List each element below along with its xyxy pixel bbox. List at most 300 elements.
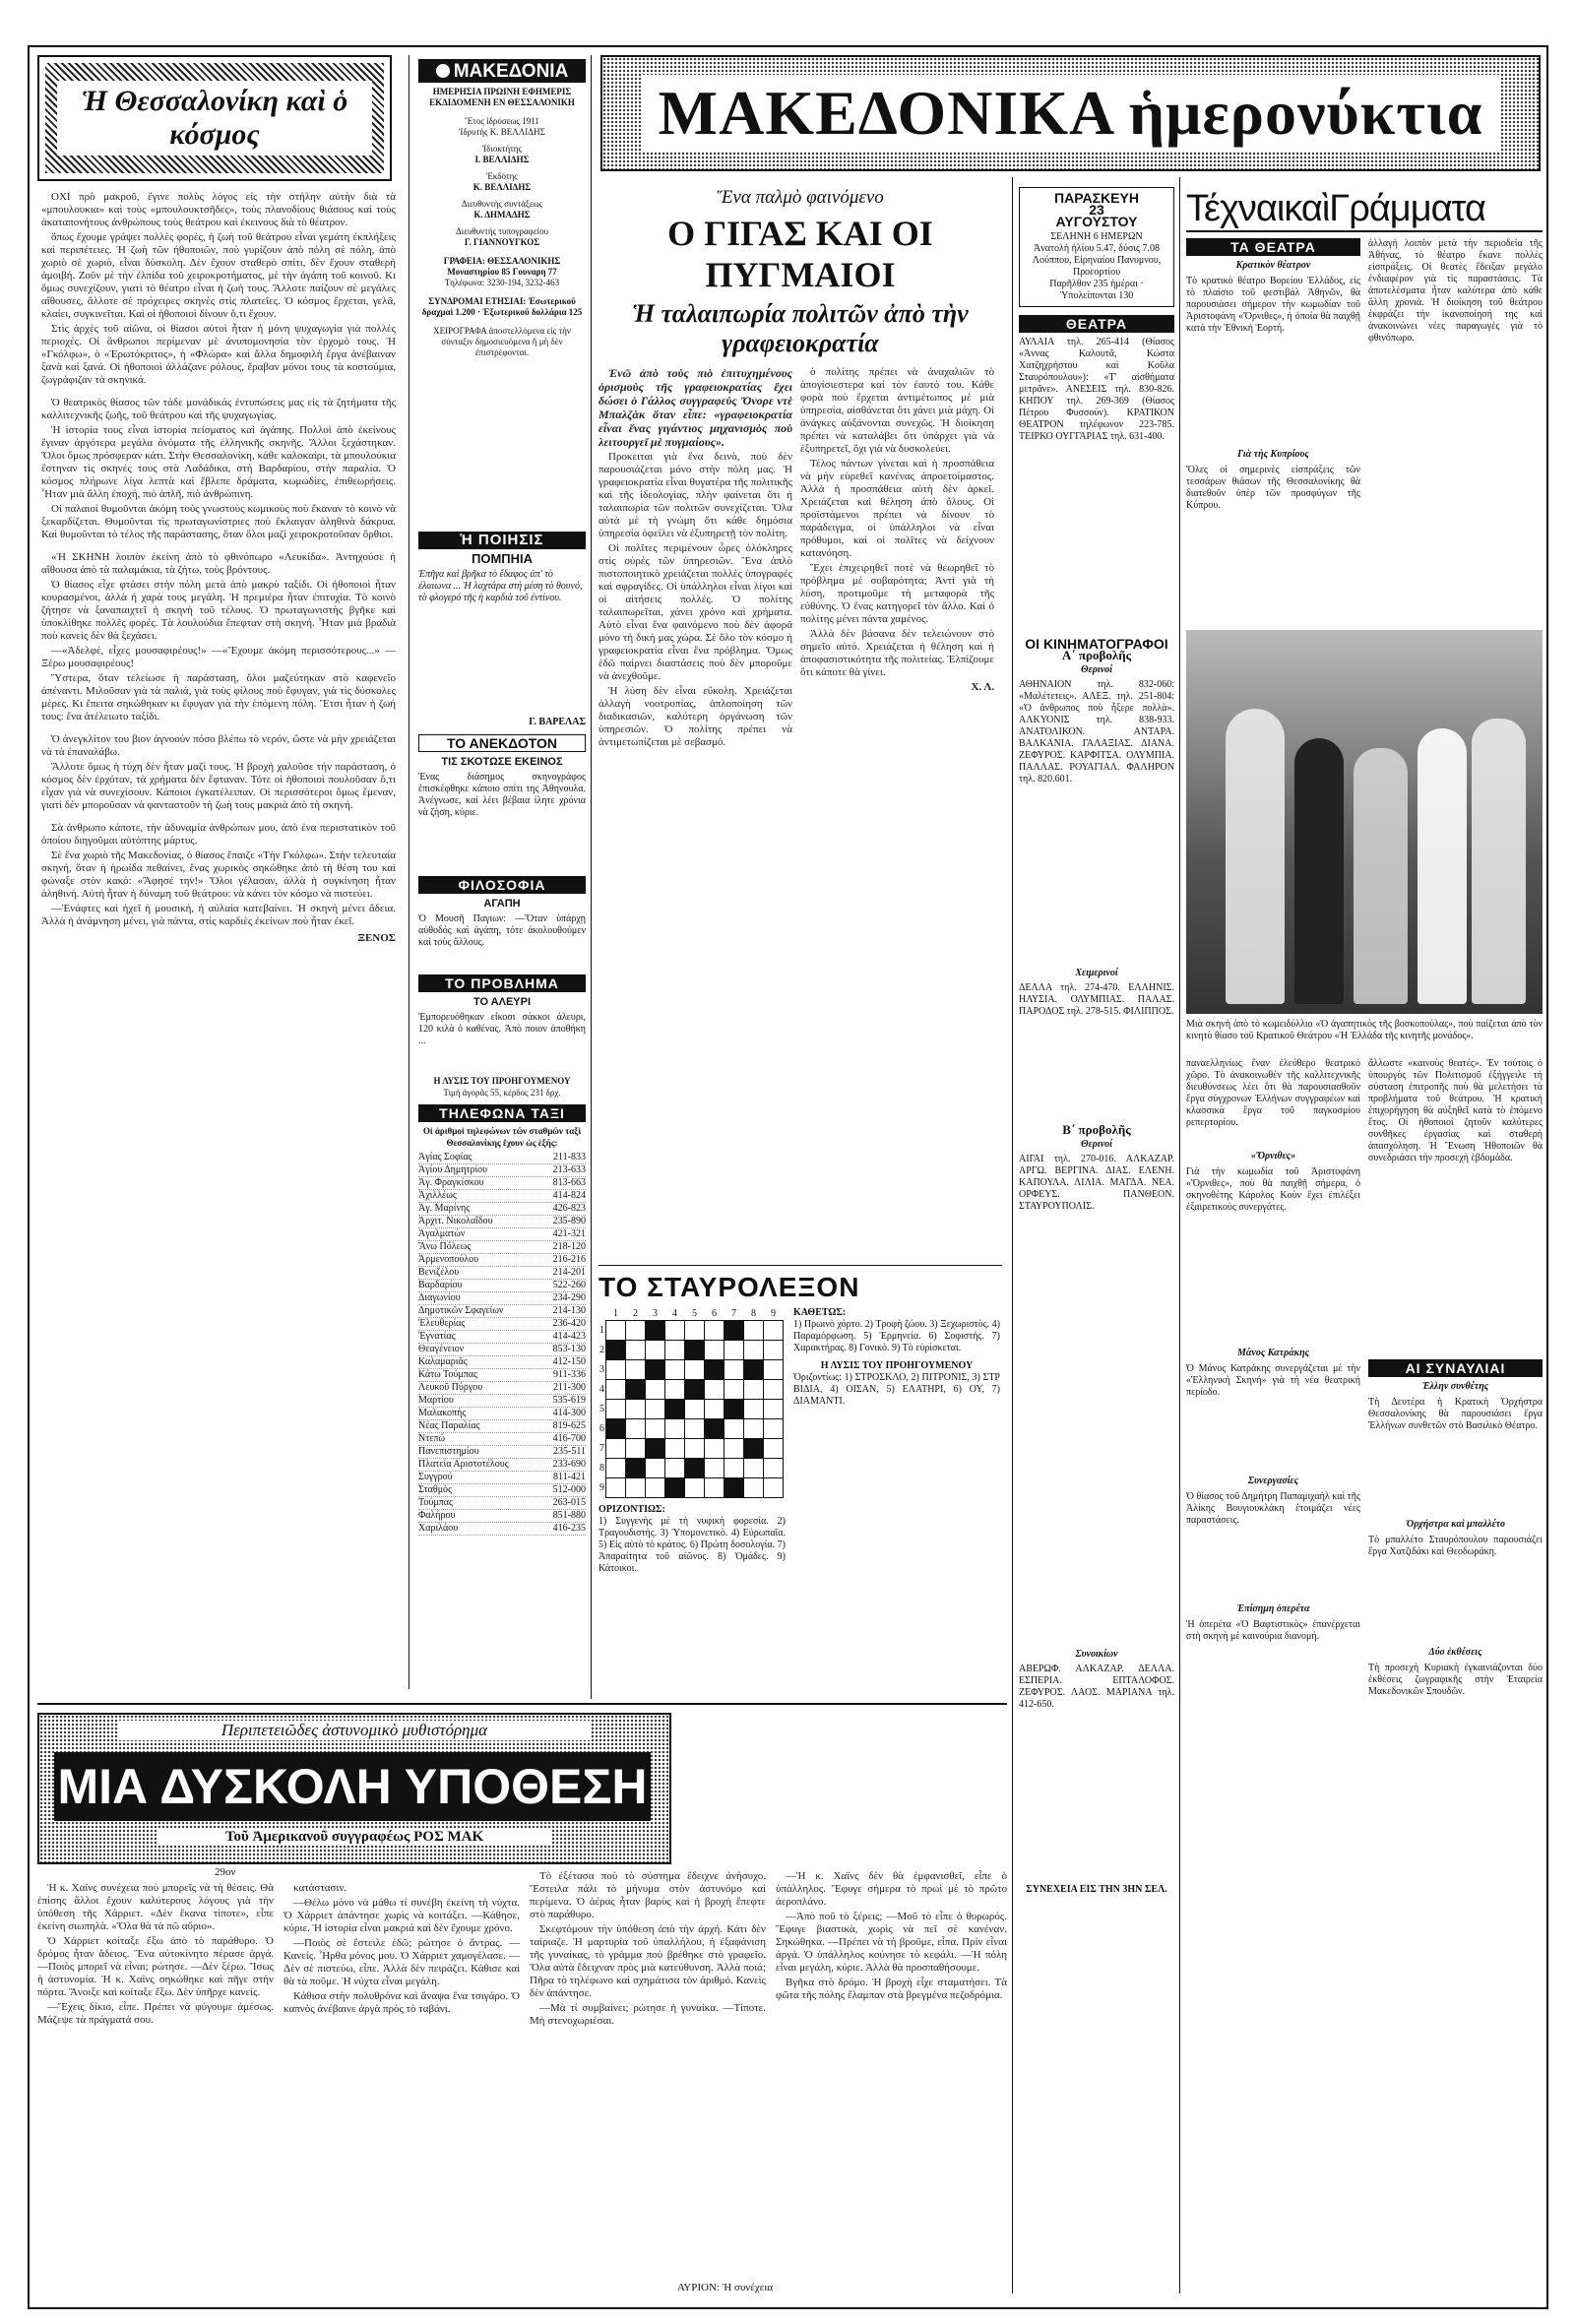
crossword-row-number: 6 — [599, 1423, 604, 1434]
crossword-black-cell — [744, 1439, 764, 1459]
serial-text-2: —Θέλω μόνο νὰ μάθω τί συνέβη ἐκείνη τὴ νύχτα. Ὁ Χάρριετ ἀπάντησε χωρὶς νὰ κοιτάξει. —Κάθησε, κύριε. Ἡ ἱστορία εἶναι μακριά καὶ δὲν ἔχουμε χρόνο. — [284, 1897, 520, 1934]
crossword-col-number: 6 — [712, 1308, 717, 1319]
paper-logo: ΜΑΚΕΔΟΝΙΑ — [418, 59, 586, 83]
crossword-cell[interactable] — [665, 1439, 685, 1459]
neighbourhood-list: ΑΒΕΡΩΦ. ΑΛΚΑΖΑΡ. ΔΕΛΛΑ. ΕΣΠΕΡΙΑ. ΕΠΤΑΛΟΦΟΣ. ΖΕΦΥΡΟΣ. ΛΑΟΣ. ΜΑΡΙΑΝΑ τηλ. 412-650. — [1019, 1664, 1174, 1710]
serial-text: Ἡ κ. Χαϊνς συνέχεια ποὺ μπορεῖς νὰ τὴ θέσεις. Θὰ ἐπίσης ἄλλοι ἔχουν καλύτερους λόγους γιὰ τὴν ὑπόθεση τῆς Χάρριετ. «Δὲν ἔκανα τίποτε», εἶπε ἐκείνη σιωπηλὰ. «Ὅλα θὰ τὰ πῶ αὔριο». — [37, 1882, 274, 1932]
crossword-cell[interactable] — [705, 1380, 724, 1400]
editor-label: Διευθυντὴς συντάξεως — [461, 199, 543, 209]
crossword-col-number: 7 — [731, 1308, 736, 1319]
crossword-col-number: 2 — [633, 1308, 638, 1319]
taxi-station-name: Ἀρμενοπούλου — [418, 1254, 479, 1265]
cinemas-heading: ΟΙ ΚΙΝΗΜΑΤΟΓΡΑΦΟΙ — [1025, 636, 1168, 652]
crossword-cell[interactable] — [665, 1341, 685, 1360]
column-misc — [418, 532, 586, 1683]
owner: Ι. ΒΕΛΛΙΔΗΣ — [474, 155, 530, 164]
taxi-station-row — [418, 1254, 586, 1267]
taxi-station-row — [418, 1395, 586, 1408]
crossword-cell[interactable] — [744, 1400, 764, 1419]
taxi-station-row — [418, 1164, 586, 1177]
taxi-station-phone: 235-890 — [552, 1216, 586, 1226]
crossword-cell[interactable] — [646, 1380, 665, 1400]
taxi-station-phone: 819-625 — [552, 1420, 586, 1431]
crossword-black-cell — [665, 1400, 685, 1419]
crossword-cell[interactable] — [764, 1478, 784, 1498]
serial-kicker: Περιπετειῶδες ἀστυνομικὸ μυθιστόρημα — [118, 1721, 591, 1740]
taxi-station-row — [418, 1190, 586, 1203]
taxi-station-phone: 414-300 — [552, 1408, 586, 1418]
photo-caption: Μιὰ σκηνὴ ἀπὸ τὸ κωμειδύλλιο «Ὁ ἀγαπητικὸς τῆς βοσκοπούλας», ποὺ παίζεται ἀπὸ τὸν κινητὸ θίασο τοῦ Κρατικοῦ Θεάτρου «Ἡ Ἑλλάδα τῆς κινητῆς μονάδος». — [1186, 1019, 1543, 1041]
taxi-station-row — [418, 1433, 586, 1446]
manuscripts-note: ΧΕΙΡΟΓΡΑΦΑ ἀποστελλόμενα εἰς τὴν σύνταξιν δημοσιευόμενα ἢ μὴ δὲν ἐπιστρέφονται. — [433, 326, 571, 357]
crossword-cell[interactable] — [685, 1400, 705, 1419]
crossword-col-number: 4 — [672, 1308, 677, 1319]
crossword-cell[interactable] — [646, 1400, 665, 1419]
anecdote-heading: ΤΟ ΑΝΕΚΔΟΤΟΝ — [418, 734, 586, 752]
taxi-station-row — [418, 1446, 586, 1459]
crossword-cell[interactable] — [744, 1478, 764, 1498]
crossword-cell[interactable] — [685, 1360, 705, 1380]
article-lead: Ἐνῶ ἀπὸ τοὺς πιὸ ἐπιτυχημένους ὁρισμοὺς τῆς γραφειοκρατίας ἔχει δώσει ὁ Γάλλος συγγραφεὺς Ὄνορε ντὲ Μπαλζὰκ ὅταν εἶπε: «γραφειοκρατία εἶναι ἕνας γιγάντιος μηχανισμὸς ποὺ λειτουργεῖ μὲ πυγμαίους». — [598, 366, 792, 449]
across-heading: ΟΡΙΖΟΝΤΙΩΣ: — [598, 1504, 665, 1515]
column-text-2: ἄλλωστε «καινοὺς θεατές». Ἐν τούτοις ὁ ὑπουργὸς τῶν Πολιτισμοῦ ἐξήγγειλε τὴ σύσταση ἐπιτροπῆς ποὺ θὰ μελετήσει τὰ προβλήματα τοῦ θεάτρου. Ἡ κρατικὴ ἐπιχορήγηση θὰ αὐξηθεῖ κατὰ τὸ ἑπόμενο ἔτος. Οἱ ἠθοποιοὶ ζητοῦν καλύτερες συνθῆκες ἐργασίας καὶ σταθερὴ ἀπασχόληση. Ἡ Ἕνωση Ἠθοποιῶν θὰ συνεδριάσει τὴν προσεχὴ ἑβδομάδα. — [1368, 1058, 1543, 1163]
taxi-station-row — [418, 1177, 586, 1190]
taxi-station-name: Σταθμὸς — [418, 1484, 453, 1495]
crossword-cell[interactable] — [646, 1459, 665, 1478]
taxi-station-name: Βαρδαρίου — [418, 1280, 463, 1290]
crossword-col-number: 9 — [771, 1308, 776, 1319]
crossword-cell[interactable] — [606, 1380, 626, 1400]
crossword-cell[interactable] — [764, 1419, 784, 1439]
taxi-station-phone: 813-663 — [552, 1177, 586, 1188]
crossword-row-number: 1 — [599, 1325, 604, 1336]
article-subhead: Ἡ ταλαιπωρία πολιτῶν ἀπὸ τὴν γραφειοκρατία — [632, 299, 969, 357]
paragraph: Σὰ ἀνθρωπο κάποτε, τὴν ἀδυναμία ἀνθρώπων μου, ἀπὸ ἐνα περιστατικὸν τοῦ ὁποίου διηγοῦμαι αὐτόπτης μάρτυς. — [41, 822, 396, 847]
paper-info — [418, 59, 586, 492]
winter-label: Χειμερινοί — [1075, 968, 1118, 978]
taxi-station-name: Διαγωνίου — [418, 1292, 461, 1303]
anecdote-text: Ἐνας διάσημος σκηνογράφος ἐπισκέφθηκε κάποιο σπίτι της Ἀθηνουλα. Ἀνέγνωσε, καὶ λέει βέβαια ἰλητε χρόνια νὰ ζήση, κύριε. — [418, 772, 586, 818]
theatre-heading: ΤΑ ΘΕΑΤΡΑ — [1186, 238, 1360, 256]
taxi-station-name: Νέας Παραλίας — [418, 1420, 480, 1431]
taxi-station-name: Πανεπιστημίου — [418, 1446, 479, 1457]
mkatrak-sub: Μάνος Κατράκης — [1236, 1348, 1310, 1358]
column-giant-pygmies: Ἕνα παλμὸ φαινόμενο Ο ΓΙΓΑΣ ΚΑΙ ΟΙ ΠΥΓΜΑΙΟΙ Ἡ ταλαιπωρία πολιτῶν ἀπὸ τὴν γραφειοκρατία Ἐνῶ ἀπὸ τοὺς πιὸ ἐπιτυχημένους ὁρισμοὺς τῆς γραφειοκρατίας ἔχει δώσει ὁ Γάλλος συγγραφεὺς Ὄνορε ντὲ Μπαλζὰκ ὅταν εἶπε: «γραφειοκρατία εἶναι ἕνας γιγάντιος μηχανισμὸς ποὺ λειτουργεῖ μὲ πυγμαίους». Προκειται γιὰ ἕνα δεινὸ, ποὺ δὲν παρουσιάζεται μόνο στὴν πόλη μας. Ἡ γραφειοκρατία εἶναι θυγατέρα τῆς πολιτικῆς καὶ τῆς ἰδεολογίας, πλὴν φαίνεται ὅτι ἡ ταλαιπωρία τῶν πολιτῶν συνεχίζεται. Ὅλα αὐτὰ μὲ τὴ γνώμη ὅτι κάθε δημόσια ὑπηρεσία ὀφείλει νὰ ἐξυπηρετῇ τὸν πολίτη. Οἱ πολῖτες περιμένουν ὧρες ὁλόκληρες στὶς οὐρὲς τῶν ὑπηρεσιῶν. Ἕνα ἁπλὸ πιστοποιητικὸ χρειάζεται πολλὲς ὑπογραφές καὶ σφραγίδες. Οἱ ὑπάλληλοι εἶναι λίγοι καὶ οἱ αἰτήσεις πολλές. Ὁ πολίτης ταλαιπωρεῖται, χάνει χρόνο καὶ χρήματα. Αὐτὸ εἶναι ἕνα φαινόμενο ποὺ δὲν ἀφορᾶ μόνο τὴ δική μας χώρα. Σὲ ὅλο τὸν κόσμο ἡ γραφειοκρατία εἶναι ἕνα πρόβλημα. Ὅμως ἐδῶ παίρνει διαστάσεις ποὺ δὲν μποροῦμε νὰ ἀνεχθοῦμε. Ἡ λύση δὲν εἶναι εὔκολη. Χρειάζεται ἀλλαγὴ νοοτροπίας, ἀπλοποίηση τῶν διαδικασιῶν, καλύτερη ὀργάνωση τῶν ὑπηρεσιῶν. Ὁ πολίτης πρέπει νὰ ἀντιμετωπίζεται μὲ σεβασμό. ὁ πολίτης πρέπει νὰ ἀναχαλιῶν τὸ ἀπογίσιεστερα καί τὸν ἑαυτό του. Κάθε φορὰ ποὺ ἔρχεται ἀντιμέτωπος μὲ μιὰ ὑπηρεσία, αἰσθάνεται ὅτι χάνει μιὰ μάχη. Οἱ ἀνάγκες αὐξάνονται συνεχῶς. Ἡ διοίκηση πρέπει νὰ καταλάβει ὅτι ὑπάρχει γιὰ νὰ ἐξυπηρετεῖ, ὄχι γιὰ νὰ δυσκολεύει. Τέλος πάντων γίνεται καὶ ἡ προσπάθεια νὰ μὴν εὑρεθεῖ κανένας ἀπροετοίμαστος. Ἀλλὰ ἡ προσπάθεια αὐτὴ δὲν ἀρκεῖ. Χρειάζεται καὶ θέληση ἀπὸ ὅλους. Οἱ προϊστάμενοι πρέπει νὰ δίνουν τὸ παράδειγμα, οἱ ὑπάλληλοι νὰ εἶναι πρόθυμοι, καὶ οἱ πολῖτες νὰ δείχνουν κατανόηση. Ἔχει ἐπιχειρηθεῖ ποτὲ νὰ θεωρηθεῖ τὸ πρόβλημα μὲ σοβαρότητα; Ἀντὶ γιὰ τὴ λύση, προτιμοῦμε τὴ μεταφορὰ τῆς εὐθύνης. Ὁ ἕνας κατηγορεῖ τὸν ἄλλο. Καὶ ὁ πολίτης μένει πάντα χαμένος. Ἀλλὰ δὲν βάσανα δὲν τελειώνουν στὸ σημεῖο αὐτό. Χρειάζεται ἡ θέληση καὶ ἡ ἀποφασιστικότητα τῆς πολιτείας. Ἐλπίζουμε ὅτι κάποτε θὰ γίνει. Χ. Λ. — [598, 187, 1002, 1703]
taxi-station-phone: 235-511 — [553, 1446, 586, 1457]
crossword-cell[interactable] — [744, 1419, 764, 1439]
box-thessaloniki-world — [37, 55, 392, 181]
taxi-station-row — [418, 1484, 586, 1497]
banner-title: ΜΑΚΕΔΟΝΙΚΑ ἡμερονύκτια — [641, 75, 1501, 152]
crossword-cell[interactable] — [724, 1341, 744, 1360]
theatres-heading: ΘΕΑΤΡΑ — [1019, 315, 1174, 333]
days-count: Παρῆλθον 235 ἡμέραι · Ὑπολείπονται 130 — [1049, 279, 1144, 301]
crossword-black-cell — [606, 1419, 626, 1439]
taxi-station-phone: 213-633 — [552, 1164, 586, 1175]
crossword-cell[interactable] — [724, 1459, 744, 1478]
taxi-station-row — [418, 1152, 586, 1164]
problem-solution-label: Η ΛΥΣΙΣ ΤΟΥ ΠΡΟΗΓΟΥΜΕΝΟΥ — [433, 1076, 571, 1086]
crossword-grid[interactable] — [598, 1307, 784, 1498]
poem-title: ΠΟΜΠΗΙΑ — [471, 551, 534, 566]
taxi-station-row — [418, 1459, 586, 1472]
taxi-station-phone: 211-833 — [553, 1152, 586, 1162]
theatre-photo — [1186, 630, 1543, 1014]
crossword — [598, 1272, 1002, 1685]
crossword-col-number: 1 — [613, 1308, 618, 1319]
second-run-list: ΑΙΓΑΙ τηλ. 270-016. ΑΛΚΑΖΑΡ. ΑΡΓΩ. ΒΕΡΓΙΝΑ. ΔΙΑΣ. ΕΛΕΝΗ. ΚΑΠΟΥΛΑ. ΛΙΛΙΑ. ΜΑΓΔΑ. ΝΕΑ. ΟΡΦΕΥΣ. ΠΑΝΘΕΟΝ. ΣΤΑΥΡΟΥΠΟΛΙΣ. — [1019, 1154, 1174, 1212]
down-heading: ΚΑΘΕΤΩΣ: — [793, 1307, 847, 1318]
taxi-station-phone: 853-130 — [552, 1344, 586, 1354]
paragraph: «Ἡ ΣΚΗΝΗ λοιπὸν ἐκείνη ἀπὸ τὸ φθινόπωρο «Λευκίδα». Ἀντηχούσε ἡ αἴθουσα ἀπὸ τὰ παλαμάκια, τὰ ζήτω, τοὺς βρόντους. — [41, 551, 396, 576]
taxi-station-row — [418, 1203, 586, 1216]
summer-label-2: Θερινοί — [1081, 1139, 1112, 1150]
crossword-cell[interactable] — [705, 1400, 724, 1419]
crossword-black-cell — [705, 1419, 724, 1439]
solution-heading: Η ΛΥΣΙΣ ΤΟΥ ΠΡΟΗΓΟΥΜΕΝΟΥ — [820, 1360, 974, 1371]
almanac-day: ΠΑΡΑΣΚΕΥΗ — [1054, 190, 1139, 206]
crossword-title: ΤΟ ΣΤΑΥΡΟΛΕΞΟΝ — [598, 1272, 860, 1302]
taxi-station-name: Ἀγαλματών — [418, 1228, 466, 1239]
taxi-station-name: Ἀγ. Φραγκίσκου — [418, 1177, 484, 1188]
owner-label: Ἰδιοκτήτης — [481, 144, 523, 154]
crossword-black-cell — [724, 1478, 744, 1498]
crossword-cell[interactable] — [764, 1341, 784, 1360]
taxi-station-name: Ἐγνατίας — [418, 1331, 456, 1342]
taxi-station-phone: 911-336 — [553, 1369, 586, 1380]
article-body: Προκειται γιὰ ἕνα δεινὸ, ποὺ δὲν παρουσιάζεται μόνο στὴν πόλη μας. Ἡ γραφειοκρατία εἶναι θυγατέρα τῆς πολιτικῆς καὶ τῆς ἰδεολογίας, πλὴν φαίνεται ὅτι ἡ ταλαιπωρία τῶν πολιτῶν συνεχίζεται. Ὅλα αὐτὰ μὲ τὴ γνώμη ὅτι κάθε δημόσια ὑπηρεσία ὀφείλει νὰ ἐξυπηρετῇ τὸν πολίτη. — [598, 451, 792, 539]
mkatrak-text: Ὁ Μάνος Κατράκης συνεργάζεται μὲ τὴν «Ἑλληνικὴ Σκηνή» γιὰ τὴ νέα θεατρικὴ περίοδο. — [1186, 1363, 1360, 1398]
crossword-cell[interactable] — [685, 1419, 705, 1439]
crossword-black-cell — [705, 1360, 724, 1380]
philosophy-title: ΑΓΑΠΗ — [483, 898, 521, 910]
crossword-cell[interactable] — [764, 1439, 784, 1459]
concerts-heading: ΑΙ ΣΥΝΑΥΛΙΑΙ — [1368, 1359, 1543, 1377]
paper-subtitle: ΗΜΕΡΗΣΙΑ ΠΡΩΙΝΗ ΕΦΗΜΕΡΙΣ ΕΚΔΙΔΟΜΕΝΗ ΕΝ ΘΕΣΣΑΛΟΝΙΚΗ — [429, 87, 575, 107]
sun-icon — [436, 64, 450, 78]
taxi-station-phone: 414-423 — [552, 1331, 586, 1342]
crossword-cell[interactable] — [685, 1321, 705, 1341]
crossword-cell[interactable] — [626, 1400, 646, 1419]
crossword-row-number: 9 — [599, 1482, 604, 1493]
crossword-black-cell — [724, 1321, 744, 1341]
cooperation-text: Ὁ θίασος τοῦ Δημήτρη Παπαμιχαὴλ καὶ τῆς Ἀλίκης Βουγιουκλάκη ἑτοιμάζει νέες παραστάσεις. — [1186, 1491, 1360, 1526]
cyprus-sub: Γιὰ τὴς Κυπρίους — [1237, 449, 1309, 460]
crossword-cell[interactable] — [626, 1439, 646, 1459]
crossword-black-cell — [665, 1478, 685, 1498]
taxi-station-name: Χαριλάου — [418, 1523, 459, 1534]
taxi-station-row — [418, 1523, 586, 1536]
almanac — [1019, 187, 1174, 307]
crossword-row-number: 7 — [599, 1443, 604, 1454]
taxi-station-phone: 535-619 — [552, 1395, 586, 1406]
taxi-station-phone: 218-120 — [552, 1241, 586, 1252]
taxi-station-name: Δημοτικῶν Σφαγείων — [418, 1305, 504, 1316]
taxi-station-row — [418, 1356, 586, 1369]
crossword-cell[interactable] — [626, 1478, 646, 1498]
taxi-station-name: Φαλήρου — [418, 1510, 456, 1521]
down-clues: 1) Πρωινὸ χόρτο. 2) Τροφὴ ζώου. 3) Ξεχωριστὸς. 4) Παραμόρφωση. 5) Ἐρμηνεία. 6) Σοφιστής. 7) Χαρακτήρας. 8) Γονικὸ. 9) Τὸ εὑρίσκεται. — [793, 1319, 1000, 1353]
first-run-list: ΑΘΗΝΑΙΟΝ τηλ. 832-060: «Μαλέτετεις». ΑΛΕΞ. τηλ. 251-804: «Ὁ ἄνθρωπος ποὺ ἦξερε πολλὰ». ΑΛΚΥΟΝΙΣ τηλ. 838-933. ΑΝΑΤΟΛΙΚΟΝ. ΑΝΤΑΡΑ. ΒΑΛΚΑΝΙΑ. ΓΑΛΑΞΙΑΣ. ΔΙΑΝΑ. ΖΕΦΥΡΟΣ. ΚΑΡΦΙΤΣΑ. ΟΛΥΜΠΙΑ. ΠΑΛΛΑΣ. ΡΟΥΑΓΙΑΛ. ΦΑΛΗΡΟΝ τηλ. 820.601. — [1019, 679, 1174, 785]
taxi-station-name: Ντεπώ — [418, 1433, 446, 1444]
crossword-cell[interactable] — [606, 1478, 626, 1498]
concerts-text: Τὴ Δευτέρα ἡ Κρατικὴ Ὀρχήστρα Θεσσαλονίκης θὰ παρουσιάσει ἔργα Ἑλλήνων συνθετῶν στὸ Βασιλικὸ Θέατρο. — [1368, 1397, 1543, 1431]
almanac-month: ΑΥΓΟΥΣΤΟΥ — [1055, 214, 1138, 229]
taxi-station-name: Καλαμαριᾶς — [418, 1356, 468, 1367]
almanac-date: 23 — [1089, 202, 1104, 218]
crossword-cell[interactable] — [724, 1360, 744, 1380]
crossword-cell[interactable] — [705, 1341, 724, 1360]
taxi-station-phone: 234-290 — [552, 1292, 586, 1303]
crossword-black-cell — [685, 1341, 705, 1360]
taxi-station-row — [418, 1344, 586, 1356]
orchestra-text: Τὸ μπαλλέτο Σταυρόπουλου παρουσιάζει ἔργα Χατζιδάκι καὶ Θεοδωράκη. — [1368, 1535, 1543, 1557]
crossword-cell[interactable] — [744, 1321, 764, 1341]
publisher-label: Ἐκδότης — [486, 171, 518, 181]
saints: Λούππου, Εἰρηναίου Πανυμνου, Προεορτίου — [1032, 255, 1162, 278]
problem-solution: Τιμὴ ἀγορᾶς 55, κέρδος 231 δρχ. — [443, 1088, 561, 1098]
taxi-station-name: Ἀχιλλέως — [418, 1190, 457, 1201]
serial-text-4: —Ἡ κ. Χαϊνς δὲν θὰ ἐμφανισθεῖ, εἶπε ὁ ὑπάλληλος. Ἔφυγε σήμερα τὸ πρωὶ μὲ τὸ πρῶτο ἀεροπλάνο. — [776, 1870, 1007, 1908]
column-listings — [1019, 187, 1174, 2298]
taxi-station-name: Τούμπας — [418, 1497, 453, 1508]
crossword-row-number: 5 — [599, 1404, 604, 1414]
neighbourhood-heading: Συνοικίων — [1075, 1649, 1118, 1660]
crossword-cell[interactable] — [606, 1321, 626, 1341]
printer: Γ. ΓΙΑΝΝΟΥΓΚΟΣ — [464, 237, 540, 247]
paragraph: Ὁ ἀνεγκλίτον του βιον ἀγνοούν πόσο βλέπω τὸ νερόν, ὥστε νὰ μὴν χρειάζεται νὰ τὰ ἐπαναλάβω. — [41, 733, 396, 758]
poem-author: Γ. ΒΑΡΕΛΑΣ — [529, 717, 586, 727]
taxi-station-name: Ἁγίου Δημητρίου — [418, 1164, 488, 1175]
taxi-station-row — [418, 1331, 586, 1344]
crossword-cell[interactable] — [744, 1459, 764, 1478]
serial-text-3: Τὸ ἐξέτασα ποὺ τὸ σύστημα ἔδειχνε ἀνήσυχο. Ἔστειλα πάλι τὸ μήνυμα στὸν ἀστυνόμο καὶ περίμενα. Ὁ ἀέρας ἦταν βαρὺς καὶ ἡ βροχὴ ἔπεφτε στὸ παράθυρο. — [530, 1870, 766, 1920]
taxi-station-phone: 851-880 — [552, 1510, 586, 1521]
sunrise: Ἀνατολὴ ἡλίου 5.47, δύσις 7.08 — [1033, 243, 1160, 254]
taxi-station-row — [418, 1472, 586, 1484]
crossword-row-number: 3 — [599, 1364, 604, 1375]
crossword-row-number: 2 — [599, 1345, 604, 1355]
problem-text: Ἐμπορευόθηκαν εἶκοσι σάκκοι ἀλευρι, 120 κιλὰ ὁ καθένας. Ἀπὸ ποιον ἀποθήκη ... — [418, 1012, 586, 1046]
paragraph: ΟΧΙ πρὸ μακροῦ, ἔγινε πολὺς λόγος εἰς τὴν στήλην αὐτὴν διὰ τὰ «μπουλουκια» καὶ τοὺς «μπουλουκτσῆδες», τοὺς πλανοδίους θιάσους καὶ τοὺς ἀκαταπονήτους ἀνθρώπους τοὺς θεάτρου καὶ ἐκεινους διὰ τὸ θέατρον. — [41, 191, 396, 228]
crossword-cell[interactable] — [764, 1459, 784, 1478]
taxi-station-phone: 214-201 — [552, 1267, 586, 1278]
crossword-cell[interactable] — [705, 1439, 724, 1459]
crossword-cell[interactable] — [665, 1360, 685, 1380]
birds-text: Γιὰ τὴν κωμωδία τοῦ Ἀριστοφάνη «Ὄρνιθες», ποὺ θὰ παιχθῇ σήμερα, ὁ σκηνοθέτης Κάρολος Κοὺν ἔχει ἐπιλέξει ἐξαιρετικοὺς συνεργάτες. — [1186, 1166, 1360, 1213]
crossword-row-number: 4 — [599, 1384, 604, 1395]
crossword-cell[interactable] — [705, 1321, 724, 1341]
crossword-black-cell — [626, 1459, 646, 1478]
solution-text: Ὁριζοντίως: 1) ΣΤΡΟΣΚΛΟ, 2) ΠΙΤΡΟΝΙΣ, 3) ΣΤΡ ΒΙΔΙΑ, 4) ΟΙΣΑΝ, 5) ΕΛΑΤΗΡΙ, 6) ΟΥ, 7) ΔΙΑΜΑΝΤΙ. — [793, 1372, 1000, 1407]
crossword-cell[interactable] — [626, 1321, 646, 1341]
taxi-station-name: Ἄνω Πόλεως — [418, 1241, 472, 1252]
crossword-cell[interactable] — [724, 1439, 744, 1459]
crossword-cell[interactable] — [764, 1321, 784, 1341]
theatre-listings: ΑΥΛΑΙΑ τηλ. 265-414 (Θίασος «Ἀννας Καλουτᾶ, Κώστα Χατζηχρήστου καὶ Κοῦλα Σταυρόπουλου»): «Τ' αἰσθήματα μετρᾶνε». ΑΝΕΣΕΙΣ τηλ. 830-826. ΚΗΠΟΥ τηλ. 269-369 (Θίασος Πέτρου Φυσσούν). ΚΡΑΤΙΚΟΝ ΘΕΑΤΡΟΝ τηλέφωνον 223-785. ΤΕΙΡΚΟ ΟΥΓΓΑΡΙΑΣ τηλ. 631-400. — [1019, 337, 1174, 442]
taxi-station-row — [418, 1292, 586, 1305]
taxi-station-row — [418, 1228, 586, 1241]
taxi-station-phone: 522-260 — [552, 1280, 586, 1290]
crossword-cell[interactable] — [764, 1360, 784, 1380]
philosophy-text: Ὁ Μουσῆ Παγιων: —Ὅταν ὑπάρχῃ αὐθοδός καὶ ἀγάπη, τότε ἀκολουθούμεν καὶ τοὺς ἄλλους. — [418, 913, 586, 948]
opera-sub: Ἐπίσημη ὀπερέτα — [1236, 1603, 1310, 1614]
crossword-cell[interactable] — [685, 1439, 705, 1459]
crossword-col-number: 8 — [751, 1308, 756, 1319]
crossword-cell[interactable] — [665, 1419, 685, 1439]
crossword-cell[interactable] — [665, 1321, 685, 1341]
taxi-station-row — [418, 1408, 586, 1420]
crossword-cell[interactable] — [705, 1459, 724, 1478]
column-thessaloniki: ΟΧΙ πρὸ μακροῦ, ἔγινε πολὺς λόγος εἰς τὴν στήλην αὐτὴν διὰ τὰ «μπουλουκια» καὶ τοὺς «μπουλουκτσῆδες», τοὺς πλανοδίους θιάσους καὶ τοὺς ἀκαταπονήτους ἀνθρώπους τοὺς θεάτρου καὶ ἐκεινους διὰ τὸ θέατρον. ὅπως ἔχουμε γράψει πολλὲς φορὲς, ἡ ζωὴ τοῦ θεάτρου εἶναι γεμάτη ἐκπλήξεις καὶ περιπέτειες. Ἡ ζωὴ τῶν ἠθοποιῶν, ποὺ γυρίζουν ἀπὸ πόλη σὲ πόλη, ἀπὸ χωριὸ σὲ χωριὸ, εἶναι δύσκολη. Δὲν ἔχουν σταθερὸ σπίτι, δὲν ἔχουν σταθερὴ ἀμοιβή. Ζοῦν μὲ τὴν ἐλπίδα τοῦ χειροκροτήματος, μὲ τὴν ἀγάπη τοῦ κοινοῦ. Κι ὅμως συνεχίζουν, γιατὶ τὸ θέατρο εἶναι ἡ ζωή τους. Ἄλλοτε παίζουν σὲ μεγάλες αἴθουσες, ἄλλοτε σὲ πρόχειρες σκηνὲς στὶς πλατεῖες. Ὁ κόσμος ἔρχεται, γελᾶ, κλαίει, συγκινεῖται. Καὶ οἱ ἠθοποιοὶ δίνουν ὅ,τι ἔχουν. Στὶς ἀρχὲς τοῦ αἰῶνα, οἱ θίασοι αὐτοὶ ἦταν ἡ μόνη ψυχαγωγία γιὰ πολλὲς περιοχές. Οἱ ἄνθρωποι περίμεναν μὲ ἀνυπομονησία τὸν ἐρχομὸ τους. Ἡ «Γκόλφω», ὁ «Ἐρωτόκριτος», ἡ «Φλώρα» καὶ ἄλλα δημοφιλὴ ἔργα ἀνέβαιναν ξανὰ καὶ ξανά. Οἱ ἠθοποιοὶ ἀλλάζανε ρόλους, ἔραβαν μόνοι τους τὰ κοστούμια, ζωγράφιζαν τὰ σκηνικά. Ὁ θεατρικὸς θίασος τῶν τάδε μονάδικάς ἐντυπώσεις μας εἰς τὰ ζητήματα τῆς καλλιτεχνικῆς ζωῆς, τοῦ θεάτρου καὶ τῆς ψυχαγωγίας. Ἡ ἱστορία τους εἶναι ἱστορία πείσματος καὶ ἀγάπης. Πολλοὶ ἀπὸ ἐκείνους ἔγιναν ἀργότερα μεγάλα ὀνόματα τῆς ἑλληνικῆς σκηνῆς. Ἄλλοι ξεχάστηκαν. Ὅλοι ὅμως πρόσφεραν κάτι. Στὴν Θεσσαλονίκη, κάθε καλοκαίρι, τὰ μπουλούκια ἔστηναν τὶς σκηνές τους στὰ Λαδάδικα, στὴ Βαρδαρίου, στὴν παραλία. Ὁ κόσμος πλήρωνε λίγα λεπτὰ καὶ ἔβλεπε δράματα, κωμωδίες, ἐπιθεωρήσεις. Ἦταν μιὰ ἄλλη ἐποχή, πιὸ ἁπλῆ, πιὸ ἀνθρώπινη. Οἱ παλαιοὶ θυμοῦνται ἀκόμη τοὺς γνωστοὺς κωμικοὺς ποὺ ἔκαναν τὸ κοινὸ νὰ ξεκαρδίζεται. Θυμοῦνται τὶς πρωταγωνίστριες ποὺ ἔκλαιγαν ἀληθινὰ δάκρυα. Καὶ θυμοῦνται τὸ τέλος τῆς παράστασης, ὅταν ὅλοι μαζὶ χειροκροτοῦσαν ὄρθιοι. «Ἡ ΣΚΗΝΗ λοιπὸν ἐκείνη ἀπὸ τὸ φθινόπωρο «Λευκίδα». Ἀντηχούσε ἡ αἴθουσα ἀπὸ τὰ παλαμάκια, τὰ ζήτω, τοὺς βρόντους. Ὁ θίασος εἶχε φτάσει στὴν πόλη μετὰ ἀπὸ μακρὺ ταξίδι. Οἱ ἠθοποιοὶ ἦταν κουρασμένοι, ἀλλὰ ἡ χαρὰ τους μεγάλη. Ἡ πρεμιέρα ἦταν ἐπιτυχία. Τὸ κοινὸ ζήτησε νὰ ξαναπαιχτεῖ ἡ σκηνὴ τοῦ τέλους. Ὁ πρωταγωνιστὴς βγῆκε καὶ ὑποκλίθηκε πολλὲς φορές. Τὰ λουλούδια ἔπεφταν στὴ σκηνή. Ἦταν μιὰ βραδιὰ ποὺ κανεὶς δὲν θὰ ξεχάσει. —«Ἀδελφέ, εἶχες μουσαφιρέους!» —«Ἔχουμε ἀκόμη περισσότερους...» —Ξέρω μουσαφιρέους! Ὕστερα, ὅταν τελείωσε ἡ παράσταση, ὅλοι μαζεύτηκαν στὸ καφενεῖο ἀπέναντι. Μιλοῦσαν γιὰ τὰ παλιά, γιὰ τοὺς φίλους ποὺ ἔφυγαν, γιὰ τὶς δύσκολες μέρες. Κι ἔπειτα σηκώθηκαν κι ἔφυγαν γιὰ τὴν ἑπόμενη πόλη. Ἔτσι ἦταν ἡ ζωή τους: ἕνα ἀτέλειωτο ταξίδι. Ὁ ἀνεγκλίτον του βιον ἀγνοούν πόσο βλέπω τὸ νερόν, ὥστε νὰ μὴν χρειάζεται νὰ τὰ ἐπαναλάβω. Ἄλλοτε ὅμως ἡ τύχη δὲν ἦταν μαζί τους. Ἡ βροχὴ χαλοῦσε τὴν παράσταση, ὁ κόσμος δὲν ἐρχόταν, τὰ χρήματα δὲν ἔφταναν. Τότε οἱ ἠθοποιοὶ πουλοῦσαν ὅ,τι εἶχαν γιὰ νὰ συνεχίσουν. Κάποιοι ἐγκατέλειπαν. Οἱ περισσότεροι ὅμως ἔμεναν, γιατὶ δὲν μποροῦσαν νὰ φανταστοῦν τὴ ζωὴ τους μακριὰ ἀπὸ τὴ σκηνή. Σὰ ἀνθρωπο κάποτε, τὴν ἀδυναμία ἀνθρώπων μου, ἀπὸ ἐνα περιστατικὸν τοῦ ὁποίου διηγοῦμαι αὐτόπτης μάρτυς. Σὲ ἕνα χωριὸ τῆς Μακεδονίας, ὁ θίασος ἔπαιζε «Τὴν Γκόλφω». Στὴν τελευταία σκηνή, ὅταν ἡ ἡρωίδα πεθαίνει, ἕνας χωρικὸς σηκώθηκε ἀπὸ τὴ θέση του καὶ φώναξε στὸν κακό: «Ἄφησέ την!» Ὅλοι γέλασαν, ἀλλὰ ἡ συγκίνηση ἦταν ἀληθινή. Αὐτὴ ἦταν ἡ δύναμη τοῦ θεάτρου: νὰ κάνει τὸν κόσμο νὰ πιστεύει. —Ἐνάφτες καὶ ἠχεῖ ἡ μουσική, ἡ αὐλαία κατεβαίνει. Ἡ σκηνὴ μένει ἄδεια. Ἀλλὰ ἡ ἀνάμνηση μένει, γιὰ πάντα, στὶς καρδιὲς ἐκείνων ποὺ ἦταν ἐκεῖ. ΞΕΝΟΣ — [41, 191, 396, 944]
crossword-cell[interactable] — [744, 1341, 764, 1360]
opera-text: Ἡ ὀπερέτα «Ὁ Βαφτιστικὸς» ἐπανέρχεται στὴ σκηνὴ μὲ καινούρια διανομή. — [1186, 1619, 1360, 1642]
crossword-cell[interactable] — [665, 1459, 685, 1478]
crossword-black-cell — [646, 1321, 665, 1341]
serial-section: Περιπετειῶδες ἀστυνομικὸ μυθιστόρημα ΜΙΑ ΔΥΣΚΟΛΗ ΥΠΟΘΕΣΗ Τοῦ Ἀμερικανοῦ συγγραφέως ΡΟΣ ΜΑΚ 29ον Ἡ κ. Χαϊνς συνέχεια ποὺ μπορεῖς νὰ τὴ θέσεις. Θὰ ἐπίσης ἄλλοι ἔχουν καλύτερους λόγους γιὰ τὴν ὑπόθεση τῆς Χάρριετ. «Δὲν ἔκανα τίποτε», εἶπε ἐκείνη σιωπηλὰ. «Ὅλα θὰ τὰ πῶ αὔριο». Ὁ Χάρριετ κοίταξε ἔξω ἀπὸ τὸ παράθυρο. Ὁ δρόμος ἦταν ἄδειος. Ἕνα αὐτοκίνητο πέρασε ἀργά. —Ποιὸς μπορεῖ νὰ εἶναι; ρώτησε. —Δὲν ξέρω. Ἴσως ἡ ἀστυνομία. Ἡ κ. Χαϊνς σηκώθηκε καὶ πῆγε στὴν πόρτα. Ἄνοιξε καὶ κοίταξε ἔξω. Δὲν ὑπῆρχε κανείς. —Ἔχεις δίκιο, εἶπε. Πρέπει νὰ φύγουμε ἀμέσως. Μάζεψε τὰ πράγματά σου. κατάστασιν. —Θέλω μόνο νὰ μάθω τί συνέβη ἐκείνη τὴ νύχτα. Ὁ Χάρριετ ἀπάντησε χωρὶς νὰ κοιτάξει. —Κάθησε, κύριε. Ἡ ἱστορία εἶναι μακριά καὶ δὲν ἔχουμε χρόνο. —Ποιὸς σὲ ἔστειλε ἐδῶ; ρώτησε ὁ ἄντρας. —Κανείς. Ἦρθα μόνος μου. Ὁ Χάρριετ χαμογέλασε. —Δὲν σὲ πιστεύω, εἶπε. Ἀλλὰ δὲν πειράζει. Κάθισε καὶ θὰ τὰ ποῦμε. Ἡ νύχτα εἶναι μεγάλη. Κάθισα στὴν πολυθρόνα καὶ ἄναψα ἕνα τσιγάρο. Ὁ καπνὸς ἀνέβαινε ἀργὰ πρὸς τὸ ταβάνι. Τὸ ἐξέτασα ποὺ τὸ σύστημα ἔδειχνε ἀνήσυχο. Ἔστειλα πάλι τὸ μήνυμα στὸν ἀστυνόμο καὶ περίμενα. Ὁ ἀέρας ἦταν βαρὺς καὶ ἡ βροχὴ ἔπεφτε στὸ παράθυρο. Σκεφτόμουν τὴν ὑπόθεση ἀπὸ τὴν ἀρχή. Κάτι δὲν ταίριαζε. Ἡ μαρτυρία τοῦ ὑπαλλήλου, ἡ ἐξαφάνιση τῆς γυναίκας, τὸ γράμμα ποὺ βρέθηκε στὸ γραφεῖο. Ὅλα αὐτὰ ἔδειχναν πρὸς μιὰ κατεύθυνση. Ἀλλὰ ποιά; Πῆρα τὸ τηλέφωνο καὶ σχημάτισα τὸν ἀριθμό. Κανεὶς δὲν ἀπάντησε. —Μὰ τί συμβαίνει; ρώτησε ἡ γυναίκα. —Τίποτε. Μὴ στενοχωριέσαι. —Ἡ κ. Χαϊνς δὲν θὰ ἐμφανισθεῖ, εἶπε ὁ ὑπάλληλος. Ἔφυγε σήμερα τὸ πρωὶ μὲ τὸ πρῶτο ἀεροπλάνο. —Ἀπὸ ποῦ τὸ ξέρεις; —Μοῦ τὸ εἶπε ὁ θυρωρός. Ἔφυγε βιαστικὰ, χωρὶς νὰ πεῖ σὲ κανέναν. Σηκώθηκα. —Πρέπει νὰ τὴ βροῦμε, εἶπα. Πρὶν εἶναι ἀργά. Ὁ ὑπάλληλος κούνησε τὸ κεφάλι. —Ἡ πόλη εἶναι μεγάλη, κύριε. Ἀλλὰ θὰ προσπαθήσουμε. Βγῆκα στὸ δρόμο. Ἡ βροχὴ εἶχε σταματήσει. Τὰ φῶτα τῆς πόλης ἔλαμπαν στὰ βρεγμένα πεζοδρόμια. ΑΥΡΙΟΝ: Ἡ συνέχεια — [37, 1713, 1007, 2303]
theatre-text: Τὸ κρατικὸ θέατρο Βορείου Ἑλλάδος, εἰς τὸ πλαίσιο τοῦ φεστιβάλ Ἀθηνῶν, θὰ παρουσιάσει σήμερον τὴν κωμωδίαν τοῦ Ἀριστοφάνη «Ὄρνιθες», ἡ ὁποία θὰ παιχθῇ κατὰ τὴν Ἐθνικὴ Ἑορτή. — [1186, 276, 1360, 334]
taxi-phone-list — [418, 1152, 586, 1536]
crossword-cell[interactable] — [626, 1419, 646, 1439]
crossword-black-cell — [606, 1341, 626, 1360]
taxi-station-row — [418, 1267, 586, 1280]
publisher: Κ. ΒΕΛΛΙΔΗΣ — [472, 182, 532, 192]
taxi-station-row — [418, 1280, 586, 1292]
concerts-sub: Ἐλλην συνθέτης — [1421, 1381, 1489, 1392]
founded-year: Ἔτος ἱδρύσεως 1911 — [465, 116, 539, 126]
taxi-station-phone: 416-700 — [552, 1433, 586, 1444]
taxi-station-phone: 416-235 — [552, 1523, 586, 1534]
taxi-station-row — [418, 1382, 586, 1395]
taxi-station-row — [418, 1497, 586, 1510]
taxi-station-row — [418, 1216, 586, 1228]
winter-list: ΔΕΛΛΑ τηλ. 274-470. ΕΛΛΗΝΙΣ. ΗΛΥΣΙΑ. ΟΛΥΜΠΙΑΣ. ΠΑΛΑΣ. ΠΑΡΟΔΟΣ τηλ. 278-515. ΦΙΛΙΠΠΟΣ. — [1019, 982, 1174, 1017]
serial-byline: Τοῦ Ἀμερικανοῦ συγγραφέως ΡΟΣ ΜΑΚ — [158, 1829, 551, 1846]
crossword-black-cell — [724, 1400, 744, 1419]
crossword-col-number: 3 — [653, 1308, 658, 1319]
crossword-black-cell — [646, 1360, 665, 1380]
crossword-row-number: 8 — [599, 1463, 604, 1474]
taxi-station-name: Συγγρού — [418, 1472, 453, 1482]
crossword-black-cell — [626, 1380, 646, 1400]
cyprus-text: Ὅλες οἱ σημερινὲς εἰσπράξεις τῶν τεσσάρων θιάσων τῆς Θεσσαλονίκης θὰ διατεθοῦν ὑπὲρ τῶν προσφύγων τῆς Κύπρου. — [1186, 465, 1360, 511]
editor: Κ. ΔΗΜΑΔΗΣ — [473, 210, 531, 220]
taxi-station-phone: 421-321 — [552, 1228, 586, 1239]
crossword-black-cell — [685, 1380, 705, 1400]
crossword-cell[interactable] — [685, 1478, 705, 1498]
crossword-cell[interactable] — [606, 1360, 626, 1380]
serial-part: 29ον — [215, 1866, 236, 1878]
crossword-cell[interactable] — [646, 1419, 665, 1439]
crossword-cell[interactable] — [744, 1380, 764, 1400]
crossword-cell[interactable] — [626, 1341, 646, 1360]
taxi-station-name: Πλατεία Αριστοτέλους — [418, 1459, 509, 1470]
taxi-station-row — [418, 1318, 586, 1331]
theatre-sub: Κρατικὸν θέατρον — [1235, 260, 1311, 271]
taxi-station-phone: 412-150 — [552, 1356, 586, 1367]
offices: ΓΡΑΦΕΙΑ: ΘΕΣΣΑΛΟΝΙΚΗΣ Μοναστηρίου 85 Γουναρη 77 — [443, 256, 561, 277]
taxi-station-phone: 414-824 — [552, 1190, 586, 1201]
crossword-cell[interactable] — [724, 1419, 744, 1439]
taxi-station-name: Βενιζέλου — [418, 1267, 460, 1278]
crossword-cell[interactable] — [646, 1478, 665, 1498]
taxi-station-name: Κάτω Τούμπας — [418, 1369, 477, 1380]
taxi-station-row — [418, 1420, 586, 1433]
taxi-station-row — [418, 1369, 586, 1382]
taxi-station-phone: 216-216 — [552, 1254, 586, 1265]
anecdote-title: ΤΙΣ ΣΚΟΤΩΣΕ ΕΚΕΙΝΟΣ — [441, 756, 563, 768]
cooperation-sub: Συνεργασίες — [1247, 1476, 1299, 1486]
crossword-cell[interactable] — [606, 1400, 626, 1419]
crossword-cell[interactable] — [606, 1459, 626, 1478]
crossword-cell[interactable] — [764, 1400, 784, 1419]
problem-title: ΤΟ ΑΛΕΥΡΙ — [472, 996, 532, 1008]
taxi-station-phone: 811-421 — [553, 1472, 586, 1482]
serial-title: ΜΙΑ ΔΥΣΚΟΛΗ ΥΠΟΘΕΣΗ — [54, 1752, 651, 1821]
taxi-station-name: Μαρτίου — [418, 1395, 454, 1406]
banner — [600, 55, 1541, 171]
crossword-black-cell — [744, 1360, 764, 1380]
theatre-text-cont: ἀλλαγὴ λοιπὸν μετὰ τὴν περιοδεία τῆς Ἀθήνας, τὸ θέατρο ἔκανε πολλὲς εἰσπράξεις. Οἱ θεατὲς ἔδειξαν μεγάλο ἐνδιαφέρον γιὰ τὶς παραστάσεις. Τὰ ἀποτελέσματα ἦταν καλύτερα ἀπὸ κάθε ἄλλη χρονιὰ. Ἡ διοίκηση τοῦ θεάτρου ἐκφράζει τὴν ἱκανοποίησή της καὶ ἀνακοινώνει νέες παραγωγὲς γιὰ τὸ φθινόπωρο. — [1368, 238, 1543, 344]
continued-note: ΣΥΝΕΧΕΙΑ ΕΙΣ ΤΗΝ 3ΗΝ ΣΕΛ. — [1026, 1884, 1167, 1895]
taxi-station-phone: 263-015 — [552, 1497, 586, 1508]
taxi-station-phone: 211-300 — [553, 1382, 586, 1393]
summer-label: Θερινοί — [1081, 664, 1112, 675]
taxi-station-row — [418, 1305, 586, 1318]
second-run-heading: Β΄ προβολῆς — [1062, 1122, 1131, 1137]
orchestra-sub: Ὀρχήστρα καὶ μπαλλέτο — [1406, 1519, 1505, 1530]
crossword-cell[interactable] — [626, 1360, 646, 1380]
philosophy-heading: ΦΙΛΟΣΟΦΙΑ — [418, 876, 586, 894]
taxi-station-phone: 426-823 — [552, 1203, 586, 1214]
birds-sub: «Ὄρνιθες» — [1250, 1151, 1296, 1162]
phones: Τηλέφωνα: 3230-194, 3232-463 — [444, 278, 560, 287]
poetry-heading: Ἡ ΠΟΙΗΣΙΣ — [418, 532, 586, 549]
article-headline: Ο ΓΙΓΑΣ ΚΑΙ ΟΙ ΠΥΓΜΑΙΟΙ — [667, 214, 933, 294]
taxi-station-phone: 236-420 — [552, 1318, 586, 1329]
column-arts — [1186, 187, 1543, 2298]
column-text: παναελληνίως ἕναν ἐλεύθερο θεατρικό χῶρο. Τὸ ἀνακοινωθὲν τῆς καλλιτεχνικῆς διευθύνσεως λέει ὅτι θὰ παρουσιασθοῦν ἔργα σύγχρονων Ἑλλήνων συγγραφέων καὶ κλασσικὰ ἔργα τοῦ παγκοσμίου ρεπερτορίου. — [1186, 1058, 1360, 1128]
taxi-station-name: Θεαγένειον — [418, 1344, 465, 1354]
taxi-station-row — [418, 1241, 586, 1254]
crossword-cell[interactable] — [646, 1341, 665, 1360]
taxi-station-row — [418, 1510, 586, 1523]
crossword-cell[interactable] — [764, 1380, 784, 1400]
across-clues: 1) Συγγενὴς μὲ τὴ νυφικὴ φορεσία. 2) Τραγουδιστὴς. 3) Ὑπομονετικὸ. 4) Εὐρωπαῖα. 5) Εἰς αὐτὸ τὸ κράτος. 6) Πρώτη δοσολογία. 7) Ἀπαραίτητα τοῦ αἰῶνος. 8) Ὁμάδες. 9) Κάτοικοι. — [598, 1516, 786, 1574]
poem-text: Ἐπῆγα καὶ βρῆκα τὸ ἔδαφος ἀπ' τὸ ἐλαιωνα ... Ἡ λαχτάρα στὴ μέση τὸ θουνό, τὸ φλογερό τῆς ἡ καρδιὰ τοῦ ἐντίνου. — [418, 569, 583, 603]
crossword-col-number: 5 — [692, 1308, 697, 1319]
crossword-black-cell — [646, 1439, 665, 1459]
crossword-cell[interactable] — [665, 1380, 685, 1400]
taxi-heading: ΤΗΛΕΦΩΝΑ ΤΑΞΙ — [418, 1104, 586, 1122]
taxi-station-name: Ἁγίας Σοφίας — [418, 1152, 472, 1162]
printer-label: Διευθυντὴς τυπογραφείου — [455, 226, 549, 236]
serial-tomorrow: ΑΥΡΙΟΝ: Ἡ συνέχεια — [677, 2282, 774, 2293]
exhibitions-sub: Δύο ἐκθέσεις — [1428, 1647, 1482, 1658]
arts-title: ΤέχναικαὶΓράμματα — [1186, 187, 1543, 232]
crossword-cell[interactable] — [606, 1439, 626, 1459]
article-kicker: Ἕνα παλμὸ φαινόμενο — [717, 187, 884, 208]
crossword-cell[interactable] — [724, 1380, 744, 1400]
taxi-station-name: Ἐλευθερίας — [418, 1318, 466, 1329]
problem-heading: ΤΟ ΠΡΟΒΛΗΜΑ — [418, 974, 586, 992]
crossword-black-cell — [685, 1459, 705, 1478]
taxi-station-phone: 214-130 — [552, 1305, 586, 1316]
taxi-station-name: Μαλακοπής — [418, 1408, 467, 1418]
taxi-station-name: Ἀρχιτ. Νικολαΐδου — [418, 1216, 493, 1226]
crossword-cell[interactable] — [705, 1478, 724, 1498]
exhibitions-text: Τὴ προσεχὴ Κυριακὴ ἐγκαινιάζονται δύο ἐκθέσεις ζωγραφικῆς στὴν Ἐταιρεία Μακεδονικῶν Σπουδῶν. — [1368, 1663, 1543, 1697]
